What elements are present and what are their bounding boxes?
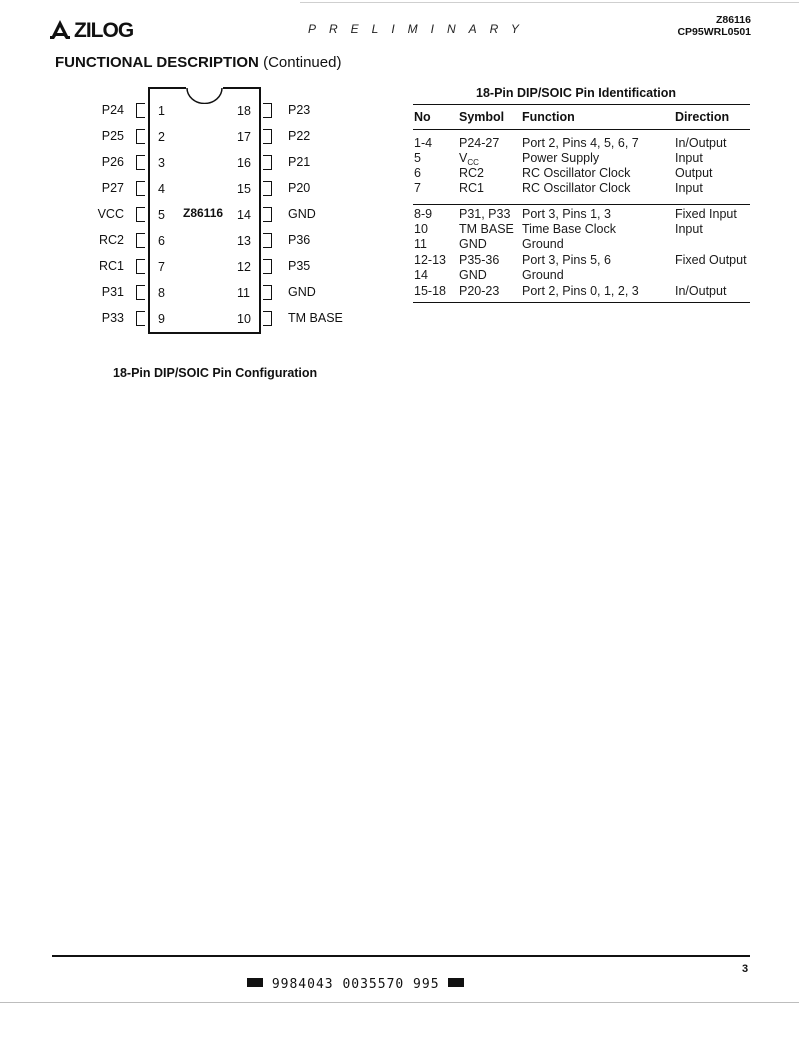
chip-top-edge-left	[148, 87, 186, 89]
cell-direction: In/Output	[675, 136, 727, 150]
pin-tab-left	[136, 103, 145, 118]
cell-direction: Fixed Input	[675, 207, 737, 221]
cell-function: RC Oscillator Clock	[522, 166, 631, 180]
pin-number: 14	[237, 208, 251, 222]
pin-label: P26	[101, 155, 124, 169]
column-header: Function	[522, 110, 575, 124]
pin-tab-left	[136, 233, 145, 248]
barcode-block-right	[448, 978, 464, 987]
chip-notch	[186, 87, 223, 104]
cell-function: Port 3, Pins 1, 3	[522, 207, 611, 221]
cell-no: 12-13	[414, 253, 446, 267]
cell-no: 6	[414, 166, 421, 180]
pin-label: GND	[288, 207, 316, 221]
part-id-block	[677, 14, 751, 38]
pin-number: 15	[237, 182, 251, 196]
part-number: Z86116	[715, 14, 751, 26]
cell-no: 11	[414, 237, 427, 251]
cell-symbol: P35-36	[459, 253, 500, 267]
pin-number: 16	[237, 156, 251, 170]
pin-label: VCC	[97, 207, 124, 221]
pin-tab-left	[136, 181, 145, 196]
cell-symbol: TM BASE	[459, 222, 514, 236]
table-top-rule	[413, 104, 750, 105]
pin-tab-right	[263, 259, 272, 274]
diagram-caption: 18-Pin DIP/SOIC Pin Configuration	[113, 366, 318, 380]
cell-direction: Input	[675, 181, 703, 195]
cell-symbol: P31, P33	[459, 207, 511, 221]
barcode-text: 9984043 0035570 995	[271, 977, 440, 992]
pin-label: P24	[101, 103, 124, 117]
pin-label: P33	[101, 311, 124, 325]
pin-label: P22	[288, 129, 311, 143]
pin-number: 9	[158, 312, 165, 326]
cell-function: Ground	[522, 237, 564, 251]
section-heading	[55, 54, 341, 71]
pin-tab-left	[136, 259, 145, 274]
cell-direction: In/Output	[675, 284, 727, 298]
chip-name: Z86116	[183, 206, 224, 220]
pin-label: P31	[101, 285, 124, 299]
pin-tab-right	[263, 155, 272, 170]
pin-number: 4	[158, 182, 165, 196]
footer-rule	[52, 955, 750, 957]
cell-no: 10	[414, 222, 428, 236]
barcode-line	[247, 977, 464, 992]
pin-label: P23	[288, 103, 311, 117]
cell-no: 1-4	[414, 136, 433, 150]
page-number: 3	[742, 963, 749, 975]
cell-no: 8-9	[414, 207, 433, 221]
chip-top-edge-right	[223, 87, 261, 89]
top-rule	[300, 2, 799, 3]
pin-label: P20	[288, 181, 311, 195]
pin-tab-right	[263, 129, 272, 144]
pin-number: 10	[237, 312, 251, 326]
pin-number: 17	[237, 130, 251, 144]
pin-label: P27	[101, 181, 124, 195]
pin-number: 6	[158, 234, 165, 248]
pin-number: 1	[158, 104, 165, 118]
bottom-rule	[0, 1002, 799, 1003]
cell-function: Ground	[522, 268, 564, 282]
cell-symbol: RC1	[459, 181, 485, 195]
pin-label: RC2	[98, 233, 124, 247]
cell-no: 7	[414, 181, 421, 195]
pin-label: P36	[288, 233, 311, 247]
cell-symbol: GND	[459, 237, 487, 251]
pin-number: 7	[158, 260, 165, 274]
cell-no: 14	[414, 268, 428, 282]
cell-function: Time Base Clock	[522, 222, 617, 236]
cell-function: Port 2, Pins 4, 5, 6, 7	[522, 136, 639, 150]
pin-number: 12	[237, 260, 251, 274]
pin-tab-left	[136, 155, 145, 170]
pin-label: RC1	[98, 259, 124, 273]
pin-label: P25	[101, 129, 124, 143]
pin-number: 3	[158, 156, 165, 170]
cell-symbol: P20-23	[459, 284, 500, 298]
cell-symbol	[459, 151, 479, 167]
pin-tab-right	[263, 311, 272, 326]
symbol-text: V	[459, 151, 468, 165]
pin-tab-right	[263, 285, 272, 300]
logo-wordmark: ZILOG	[74, 19, 134, 40]
pin-label: P35	[288, 259, 311, 273]
cell-function: Power Supply	[522, 151, 600, 165]
doc-code: CP95WRL0501	[677, 26, 751, 38]
pin-number: 18	[237, 104, 251, 118]
pin-tab-left	[136, 311, 145, 326]
table-bottom-rule	[413, 302, 750, 303]
cell-symbol: GND	[459, 268, 487, 282]
cell-function: Port 3, Pins 5, 6	[522, 253, 611, 267]
pin-number: 13	[237, 234, 251, 248]
pin-tab-left	[136, 129, 145, 144]
cell-symbol: RC2	[459, 166, 485, 180]
section-suffix: (Continued)	[263, 54, 342, 71]
table-group-rule	[413, 204, 750, 205]
zilog-logo	[50, 16, 142, 40]
cell-direction: Output	[675, 166, 713, 180]
cell-direction: Input	[675, 222, 703, 236]
pin-number: 2	[158, 130, 165, 144]
barcode-block-left	[247, 978, 263, 987]
cell-direction: Input	[675, 151, 703, 165]
pin-tab-left	[136, 207, 145, 222]
pin-tab-left	[136, 285, 145, 300]
section-title: FUNCTIONAL DESCRIPTION	[55, 54, 259, 71]
preliminary-banner: PRELIMINARY	[308, 22, 532, 36]
pin-tab-right	[263, 103, 272, 118]
cell-function: Port 2, Pins 0, 1, 2, 3	[522, 284, 639, 298]
cell-no: 5	[414, 151, 421, 165]
column-header: Symbol	[459, 110, 505, 124]
column-header: No	[414, 110, 431, 124]
pin-tab-right	[263, 233, 272, 248]
cell-symbol: P24-27	[459, 136, 500, 150]
cell-direction: Fixed Output	[675, 253, 747, 267]
column-header: Direction	[675, 110, 730, 124]
table-header-rule	[413, 129, 750, 130]
table-title: 18-Pin DIP/SOIC Pin Identification	[476, 86, 677, 100]
pin-label: GND	[288, 285, 316, 299]
pin-number: 11	[237, 286, 250, 300]
pin-tab-right	[263, 207, 272, 222]
cell-function: RC Oscillator Clock	[522, 181, 631, 195]
pin-label: TM BASE	[288, 311, 343, 325]
pin-number: 5	[158, 208, 165, 222]
pin-number: 8	[158, 286, 165, 300]
pin-tab-right	[263, 181, 272, 196]
pin-label: P21	[288, 155, 311, 169]
cell-no: 15-18	[414, 284, 446, 298]
symbol-subscript: CC	[467, 158, 479, 167]
